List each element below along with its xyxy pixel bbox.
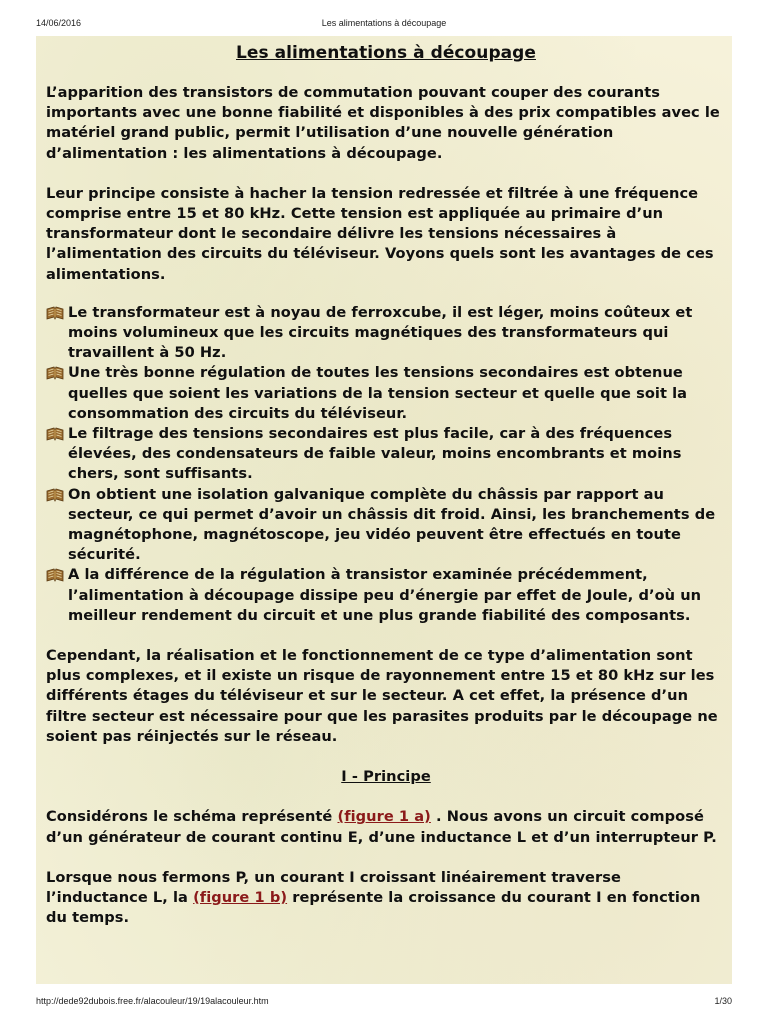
print-date: 14/06/2016 [36, 18, 82, 28]
text-span: Considérons le schéma représenté [46, 808, 338, 826]
list-item-text: Une très bonne régulation de toutes les tensions secondaires est obtenue quelles que soient les variations de la tension secteur et quelle que soit la consommation des circuits du téléviseur. [68, 364, 688, 422]
text-span: Lorsque nous fermons P, un courant I croissant linéairement traverse l’inductance L, la [46, 868, 621, 906]
text-span: . Nous avons un circuit composé d’un générateur de courant continu E, d’une inductance L et d’un interrupteur P. [46, 808, 717, 846]
figure-1a-paragraph [46, 807, 726, 847]
list-item-text: A la différence de la régulation à transistor examinée précédemment, l’alimentation à découpage dissipe peu d’énergie par effet de Joule, d’où un meilleur rendement du circuit et une plus grande fiabilité des composants. [68, 566, 702, 624]
page-content [46, 36, 726, 928]
book-icon [46, 488, 64, 502]
figure-1b-paragraph [46, 868, 726, 929]
print-url: http://dede92dubois.free.fr/alacouleur/19/19alacouleur.htm [36, 996, 269, 1006]
list-item [46, 424, 726, 485]
section-title: I - Principe [341, 768, 431, 786]
book-icon [46, 427, 64, 441]
intro-paragraph: L’apparition des transistors de commutation pouvant couper des courants importants avec une bonne fiabilité et disponibles à des prix compatibles avec le matériel grand public, permit l’utilisation d’une nouvelle génération d’alimentation : les alimentations à découpage. [46, 84, 720, 162]
principle-paragraph: Leur principe consiste à hacher la tension redressée et filtrée à une fréquence comprise entre 15 et 80 kHz. Cette tension est appliquée au primaire d’un transformateur dont le secondaire délivre les tensions nécessaires à l’alimentation des circuits du téléviseur. Voyons quels sont les avantages de ces alimentations. [46, 184, 714, 283]
list-item [46, 485, 726, 566]
list-item [46, 565, 726, 626]
book-icon [46, 306, 64, 320]
print-doc-title: Les alimentations à découpage [321, 18, 447, 28]
print-page-number: 1/30 [714, 996, 732, 1006]
page-sheet [36, 36, 732, 984]
figure-1a-link[interactable]: (figure 1 a) [337, 808, 431, 826]
list-item [46, 303, 726, 364]
list-item-text: On obtient une isolation galvanique complète du châssis par rapport au secteur, ce qui permet d’avoir un châssis dit froid. Ainsi, les branchements de magnétophone, magnétoscope, jeu vidéo peuvent être effectués en toute sécurité. [68, 485, 716, 564]
text-span: représente la croissance du courant I en fonction du temps. [46, 888, 701, 927]
list-item [46, 363, 726, 424]
advantages-list [46, 303, 726, 626]
print-footer [36, 994, 732, 1008]
list-item-text: Le filtrage des tensions secondaires est plus facile, car à des fréquences élevées, des condensateurs de faible valeur, moins encombrants et moins chers, sont suffisants. [68, 425, 682, 483]
figure-1b-link[interactable]: (figure 1 b) [193, 888, 288, 906]
print-header [36, 16, 732, 30]
however-paragraph: Cependant, la réalisation et le fonctionnement de ce type d’alimentation sont plus complexes, et il existe un risque de rayonnement entre 15 et 80 kHz sur les différents étages du téléviseur et sur le secteur. A cet effet, la présence d’un filtre secteur est nécessaire pour que les parasites produits par le découpage ne soient pas réinjectés sur le réseau. [46, 647, 718, 745]
book-icon [46, 366, 64, 380]
page-title: Les alimentations à découpage [236, 43, 536, 63]
book-icon [46, 568, 64, 582]
list-item-text: Le transformateur est à noyau de ferroxcube, il est léger, moins coûteux et moins volumineux que les circuits magnétiques des transformateurs qui travaillent à 50 Hz. [68, 303, 693, 362]
